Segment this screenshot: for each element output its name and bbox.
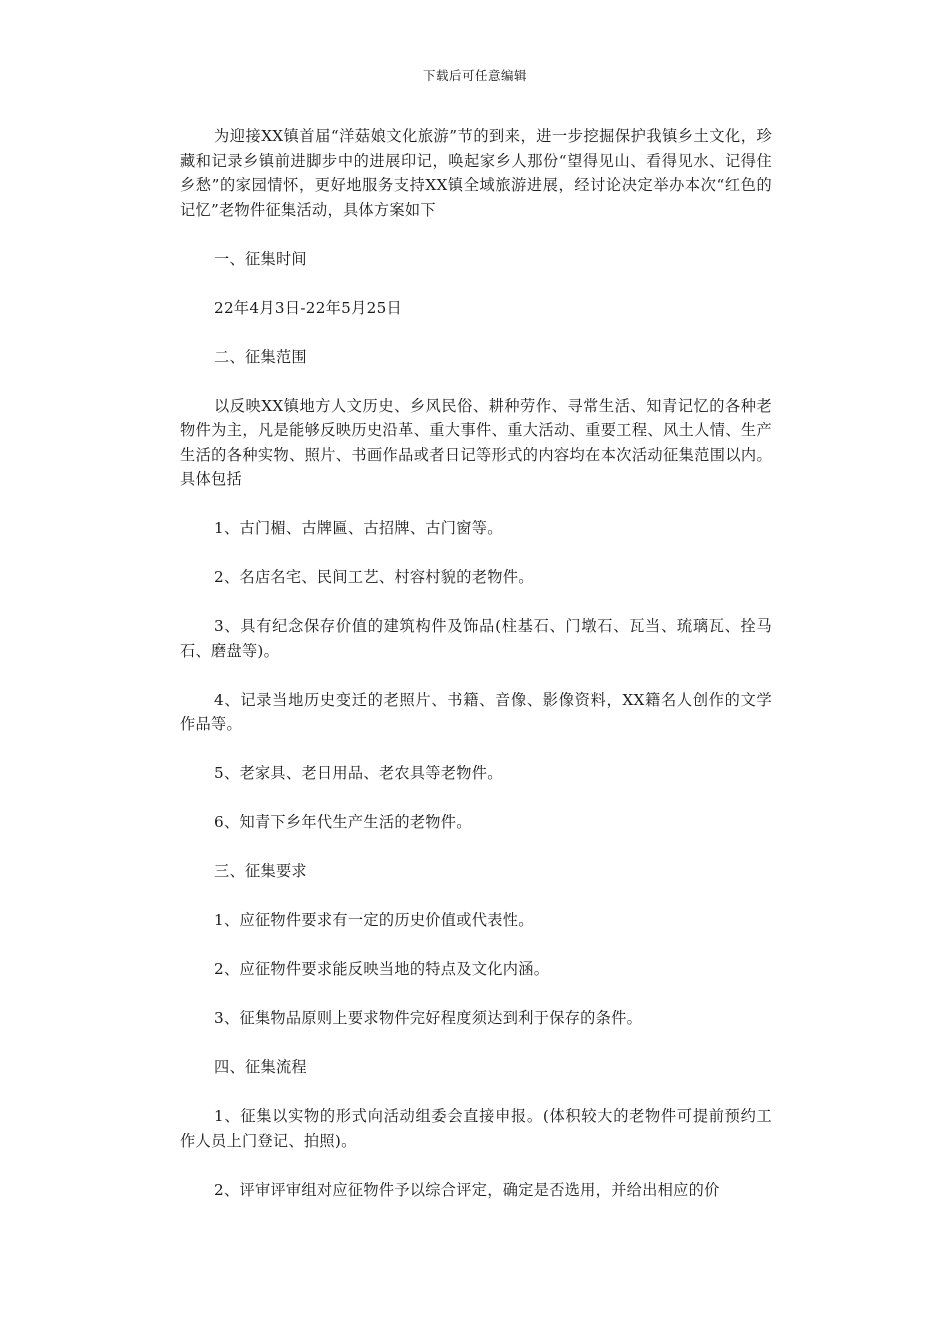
header-note: 下载后可任意编辑	[422, 68, 527, 83]
scope-item-4: 4、记录当地历史变迁的老照片、书籍、音像、影像资料，XX籍名人创作的文学作品等。	[180, 690, 772, 733]
scope-item-5: 5、老家具、老日用品、老农具等老物件。	[214, 764, 503, 782]
section-heading-process: 四、征集流程	[214, 1058, 307, 1076]
process-item-1: 1、征集以实物的形式向活动组委会直接申报。(体积较大的老物件可提前预约工作人员上门登记、拍照)。	[180, 1107, 772, 1150]
requirement-item-3: 3、征集物品原则上要求物件完好程度须达到利于保存的条件。	[214, 1009, 643, 1027]
scope-item-2: 2、名店名宅、民间工艺、村容村貌的老物件。	[214, 568, 534, 586]
section-heading-scope: 二、征集范围	[214, 347, 307, 366]
section-heading-time: 一、征集时间	[214, 249, 307, 268]
requirement-item-1: 1、应征物件要求有一定的历史价值或代表性。	[214, 911, 534, 929]
section-heading-requirements: 三、征集要求	[214, 862, 307, 880]
document-body	[180, 124, 772, 1202]
process-item-2: 2、评审评审组对应征物件予以综合评定，确定是否选用，并给出相应的价	[214, 1180, 720, 1199]
scope-item-3: 3、具有纪念保存价值的建筑构件及饰品(柱基石、门墩石、瓦当、琉璃瓦、拴马石、磨盘等)。	[180, 617, 772, 660]
requirement-item-2: 2、应征物件要求能反映当地的特点及文化内涵。	[214, 960, 550, 978]
intro-paragraph: 为迎接XX镇首届“洋菇娘文化旅游”节的到来，进一步挖掘保护我镇乡土文化，珍藏和记录乡镇前进脚步中的进展印记，唤起家乡人那份“望得见山、看得见水、记得住乡愁”的家园情怀，更好地服务支持XX镇全域旅游进展，经讨论决定举办本次“红色的记忆”老物件征集活动，具体方案如下	[180, 127, 772, 219]
scope-item-1: 1、古门楣、古牌匾、古招牌、古门窗等。	[214, 519, 503, 537]
collection-date-range: 22年4月3日-22年5月25日	[214, 298, 403, 317]
scope-paragraph: 以反映XX镇地方人文历史、乡风民俗、耕种劳作、寻常生活、知青记忆的各种老物件为主，凡是能够反映历史沿革、重大事件、重大活动、重要工程、风土人情、生产生活的各种实物、照片、书画作品或者日记等形式的内容均在本次活动征集范围以内。具体包括	[180, 396, 772, 488]
scope-item-6: 6、知青下乡年代生产生活的老物件。	[214, 813, 472, 831]
